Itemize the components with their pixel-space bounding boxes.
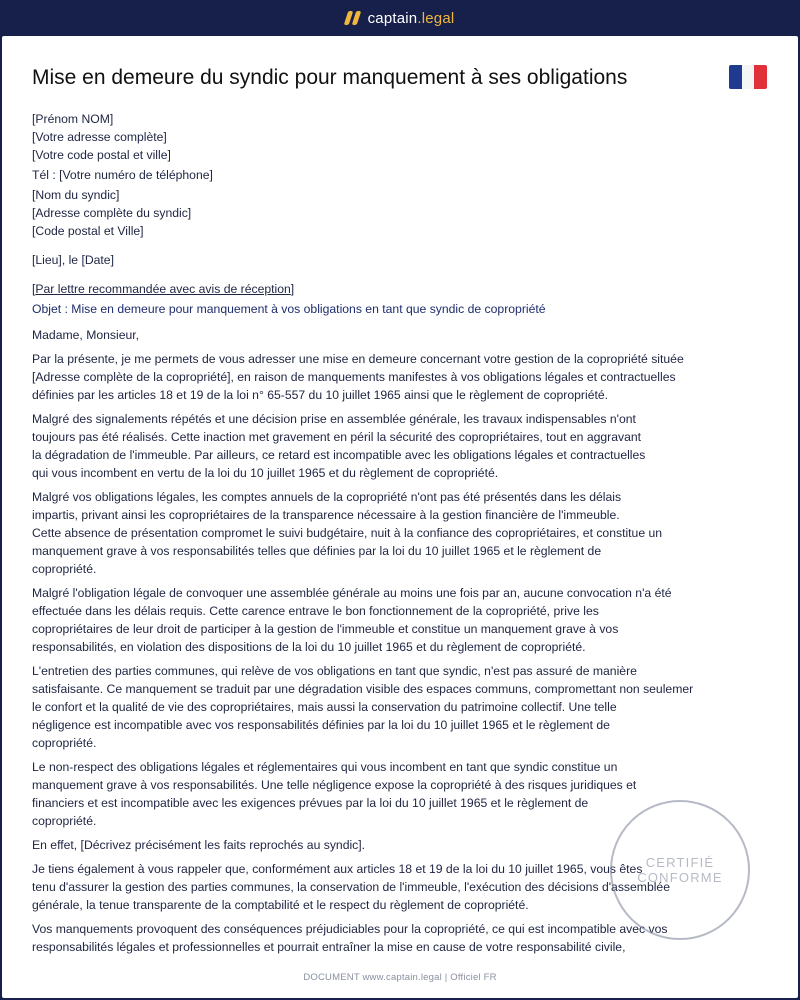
- document-footer: DOCUMENT www.captain.legal | Officiel FR: [303, 972, 497, 983]
- stamp-line-2: CONFORME: [637, 870, 723, 885]
- paragraph-line: Malgré vos obligations légales, les comptes annuels de la copropriété n'ont pas été présentés dans les délais: [32, 490, 622, 504]
- sender-line: [Code postal et Ville]: [32, 224, 144, 238]
- paragraph-line: Par la présente, je me permets de vous adresser une mise en demeure concernant votre gestion de la copropriété située: [32, 352, 684, 366]
- paragraph: [32, 584, 770, 656]
- paragraph-line: tenu d'assurer la gestion des parties communes, la conservation de l'immeuble, l'exécution des décisions d'assemblée: [32, 880, 670, 894]
- greeting: Madame, Monsieur,: [32, 328, 140, 342]
- top-bar: [0, 0, 800, 36]
- sender-line: [Adresse complète du syndic]: [32, 206, 192, 220]
- paragraph-line: satisfaisante. Ce manquement se traduit par une dégradation visible des espaces communs, compromettant non seulemer: [32, 682, 694, 696]
- sender-line: [Votre adresse complète]: [32, 130, 167, 144]
- paragraph-line: copropriétaires de leur droit de participer à la gestion de l'immeuble et constitue un manquement grave à vos: [32, 622, 619, 636]
- sender-line: [Prénom NOM]: [32, 112, 114, 126]
- paragraph-line: toujours pas été réalisés. Cette inaction met gravement en péril la sécurité des copropriétaires, tout en aggravant: [32, 430, 642, 444]
- document-title: Mise en demeure du syndic pour manquement à ses obligations: [32, 66, 628, 89]
- sender-line: Tél : [Votre numéro de téléphone]: [32, 168, 213, 182]
- paragraph: [32, 488, 770, 578]
- paragraph-line: manquement grave à vos responsabilités. Une telle négligence expose la copropriété à des risques juridiques et: [32, 778, 637, 792]
- sender-block: [32, 110, 770, 240]
- paragraph-line: générale, la tenue transparente de la comptabilité et le respect du règlement de copropriété.: [32, 898, 529, 912]
- stamp-line-1: CERTIFIÉ: [645, 855, 715, 870]
- paragraph-line: copropriété.: [32, 562, 97, 576]
- paragraph: [32, 410, 770, 482]
- sender-line: [Nom du syndic]: [32, 188, 120, 202]
- paragraph-line: copropriété.: [32, 814, 97, 828]
- brand-suffix: .legal: [417, 9, 455, 27]
- paragraph-line: le confort et la qualité de vie des copropriétaires, mais aussi la conservation du patrimoine collectif. Une telle: [32, 700, 617, 714]
- letter-object: Objet : Mise en demeure pour manquement à vos obligations en tant que syndic de copropriété: [32, 302, 546, 316]
- paragraph-line: la dégradation de l'immeuble. Par ailleurs, ce retard est incompatible avec les obligations légales et contractuelles: [32, 448, 646, 462]
- paragraph-line: copropriété.: [32, 736, 97, 750]
- sender-line: [Votre code postal et ville]: [32, 148, 171, 162]
- paragraph-line: Vos manquements provoquent des conséquences préjudiciables pour la copropriété, ce qui est incompatible avec vos: [32, 922, 668, 936]
- paragraph-line: L'entretien des parties communes, qui relève de vos obligations en tant que syndic, n'est pas assuré de manière: [32, 664, 637, 678]
- place-date: [Lieu], le [Date]: [32, 253, 114, 267]
- delivery-mode: [Par lettre recommandée avec avis de réception]: [32, 282, 295, 296]
- paragraph-line: qui vous incombent en vertu de la loi du 10 juillet 1965 et du règlement de copropriété.: [32, 466, 499, 480]
- paragraph-line: responsabilités, en violation des dispositions de la loi du 10 juillet 1965 et du règlement de copropriété.: [32, 640, 586, 654]
- paragraph-line: définies par les articles 18 et 19 de la loi n° 65-557 du 10 juillet 1965 ainsi que le règlement de copropriété.: [32, 388, 609, 402]
- paragraph-line: manquement grave à vos responsabilités telles que définies par la loi du 10 juillet 1965 et le règlement de: [32, 544, 602, 558]
- france-flag-icon: [729, 65, 767, 89]
- paragraph-line: Malgré des signalements répétés et une décision prise en assemblée générale, les travaux indispensables n'ont: [32, 412, 636, 426]
- paragraph-line: responsabilités légales et professionnelles et pourrait entraîner la mise en cause de votre responsabilité civile,: [32, 940, 626, 954]
- paragraph: [32, 662, 770, 752]
- paragraph-line: En effet, [Décrivez précisément les faits reprochés au syndic].: [32, 838, 366, 852]
- captain-legal-logo-icon: [343, 11, 361, 25]
- paragraph-line: financiers et est incompatible avec les exigences prévues par la loi du 10 juillet 1965 et le règlement de: [32, 796, 589, 810]
- paragraph-line: impartis, privant ainsi les copropriétaires de la transparence nécessaire à la gestion financière de l'immeuble.: [32, 508, 620, 522]
- paragraph-line: [Adresse complète de la copropriété], en raison de manquements manifestes à vos obligations légales et contractuelles: [32, 370, 676, 384]
- paragraph-line: effectuée dans les délais requis. Cette carence entrave le bon fonctionnement de la copropriété, prive les: [32, 604, 599, 618]
- paragraph-line: Le non-respect des obligations légales et réglementaires qui vous incombent en tant que syndic constitue un: [32, 760, 618, 774]
- certified-stamp: [610, 800, 750, 940]
- paragraph-line: Je tiens également à vous rappeler que, conformément aux articles 18 et 19 de la loi du 10 juillet 1965, vous êtes: [32, 862, 643, 876]
- brand-name: captain: [367, 9, 418, 27]
- paragraph-line: Malgré l'obligation légale de convoquer une assemblée générale au moins une fois par an, aucune convocation n'a été: [32, 586, 672, 600]
- paragraph-line: négligence est incompatible avec vos responsabilités définies par la loi du 10 juillet 1965 et le règlement de: [32, 718, 610, 732]
- paragraph-line: Cette absence de présentation compromet le suivi budgétaire, nuit à la confiance des copropriétaires, et constitue un: [32, 526, 663, 540]
- document-page: [2, 36, 798, 998]
- paragraph: [32, 350, 770, 404]
